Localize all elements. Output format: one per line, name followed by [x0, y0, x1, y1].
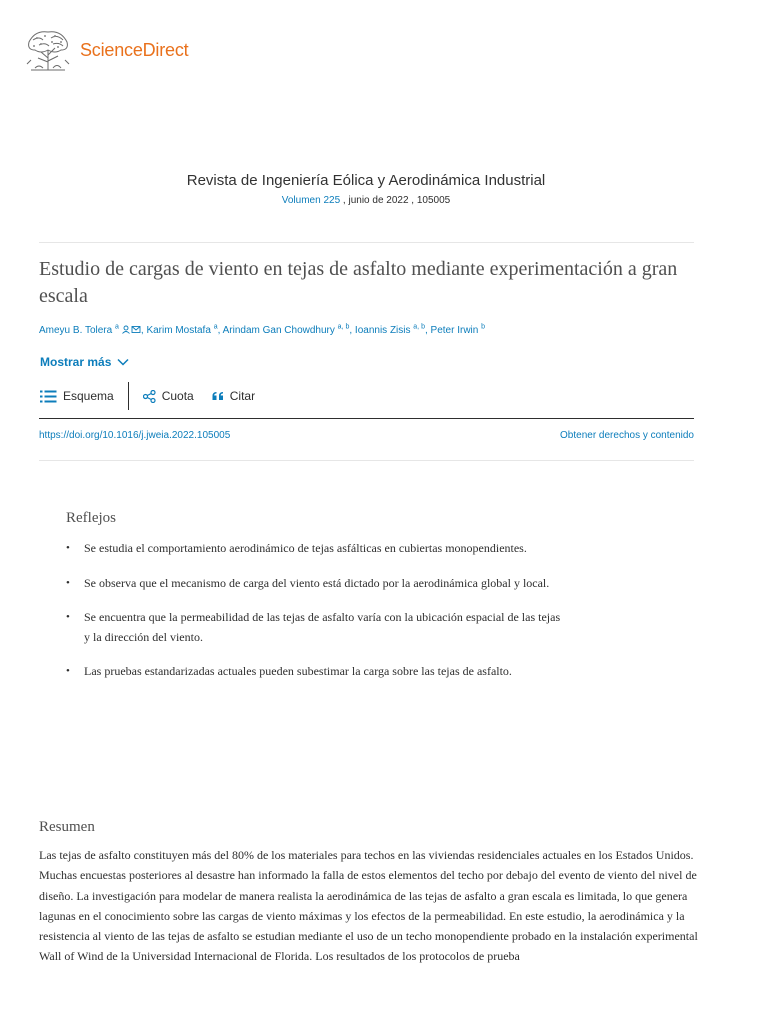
- brand-name: ScienceDirect: [80, 39, 189, 60]
- list-icon: [40, 390, 57, 403]
- show-more-button[interactable]: [40, 355, 129, 369]
- chevron-down-icon: [117, 358, 129, 366]
- list-item: • Las pruebas estandarizadas actuales pueden subestimar la carga sobre las tejas de asfalto.: [66, 662, 566, 682]
- quote-icon: [212, 391, 224, 401]
- divider: [39, 460, 694, 461]
- author-link[interactable]: Peter Irwin $^b$: [430, 323, 486, 336]
- issue-date-pages: , junio de 2022 , 105005: [340, 195, 451, 206]
- abstract-text: Las tejas de asfalto constituyen más del 80% de los materiales para techos en las viviendas residenciales actuales en los Estados Unidos. Muchas encuestas posteriores al desastre han informado la falla de estos elementos del techo por debajo del evento de viento del nivel de diseño. La investigación para modelar de manera realista la aerodinámica de las tejas de asfalto a gran escala es limitada, lo que genera lagunas en el conocimiento sobre las cargas de viento máximas y los efectos de la permeabilidad. En este estudio, la aerodinámica y la resistencia al viento de las tejas de asfalto se estudian mediante el uso de un techo monopendiente probado en la instalación experimental Wall of Wind de la Universidad Internacional de Florida. Los resultados de los protocolos de prueba: [39, 848, 698, 964]
- share-icon: [143, 390, 156, 403]
- list-item: • Se observa que el mecanismo de carga del viento está dictado por la aerodinámica global y local.: [66, 574, 566, 594]
- doi-link[interactable]: https://doi.org/10.1016/j.jweia.2022.105005: [39, 430, 231, 441]
- show-more-label: Mostrar más: [40, 355, 112, 369]
- volume-link[interactable]: Volumen 225: [281, 195, 341, 206]
- journal-header: [0, 172, 732, 206]
- author-link[interactable]: Ameyu B. Tolera $^a$: [39, 323, 119, 336]
- author-link[interactable]: Ioannis Zisis $^{a, b}$: [354, 323, 425, 336]
- abstract-section: [39, 819, 699, 967]
- sciencedirect-logo[interactable]: [25, 28, 188, 72]
- cite-label: Citar: [229, 389, 256, 403]
- outline-button[interactable]: [40, 389, 114, 403]
- elsevier-tree-logo-icon: [25, 28, 71, 72]
- person-mail-icon[interactable]: [121, 325, 141, 334]
- journal-name[interactable]: Revista de Ingeniería Eólica y Aerodinámica Industrial: [186, 172, 546, 189]
- divider: [39, 242, 694, 243]
- highlights-heading: Reflejos: [66, 510, 116, 526]
- rights-link[interactable]: Obtener derechos y contenido: [560, 430, 694, 441]
- highlights-list: [66, 539, 566, 682]
- toolbar-rule: [39, 418, 694, 419]
- author-link[interactable]: Arindam Gan Chowdhury $^{a, b}$: [222, 323, 350, 336]
- share-label: Cuota: [161, 389, 194, 403]
- list-item: • Se estudia el comportamiento aerodinámico de tejas asfálticas en cubiertas monopendientes.: [66, 539, 566, 559]
- list-item: • Se encuentra que la permeabilidad de las tejas de asfalto varía con la ubicación espacial de las tejas y la dirección del viento.: [66, 608, 566, 647]
- author-link[interactable]: Karim Mostafa $^a$: [146, 323, 218, 336]
- outline-label: Esquema: [63, 389, 114, 403]
- abstract-heading: Resumen: [39, 819, 95, 835]
- author-list: Ameyu B. Tolera $^a$ , Karim Mostafa $^a$, Arindam Gan Chowdhury $^{a, b}$, Ioannis Zisis $^{a, b}$, Peter Irwin $^b$: [39, 323, 486, 336]
- journal-meta: [0, 195, 732, 206]
- cite-button[interactable]: [212, 389, 255, 403]
- share-button[interactable]: [143, 389, 194, 403]
- article-toolbar: [40, 382, 255, 410]
- toolbar-divider: [128, 382, 129, 410]
- highlights-section: [66, 510, 566, 697]
- article-title: Estudio de cargas de viento en tejas de asfalto mediante experimentación a gran escala: [39, 258, 678, 307]
